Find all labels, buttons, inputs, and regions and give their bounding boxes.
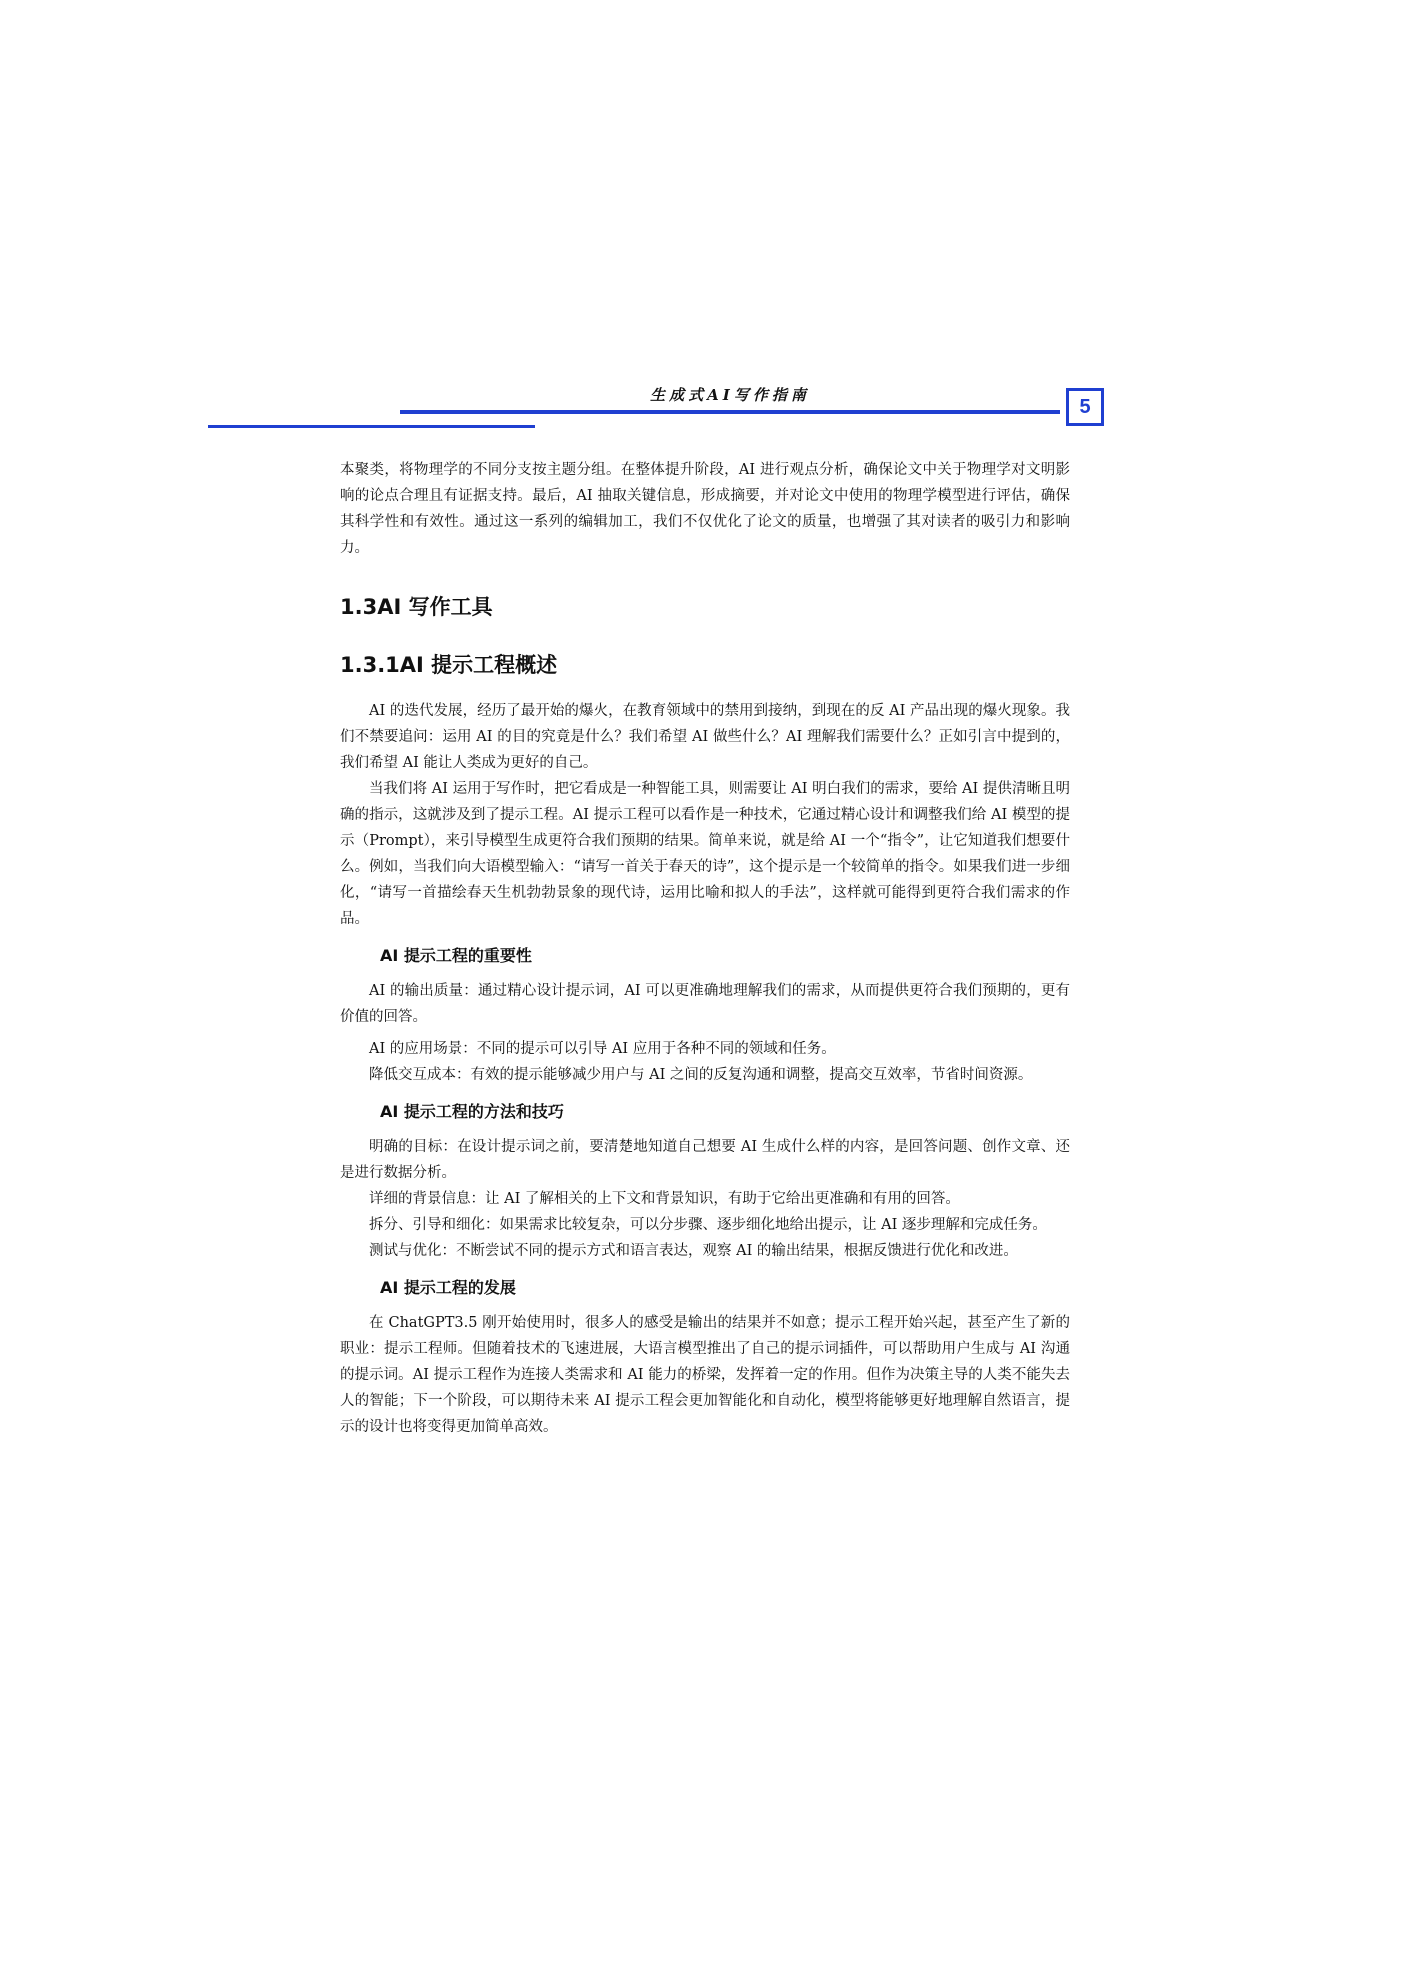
header-rule-bottom [208, 425, 535, 428]
header-rule-top [400, 410, 1060, 414]
paragraph: 当我们将 AI 运用于写作时，把它看成是一种智能工具，则需要让 AI 明白我们的需求，要给 AI 提供清晰且明确的指示，这就涉及到了提示工程。AI 提示工程可以看作是一种技术，它通过精心设计和调整我们给 AI 模型的提示（Prompt），来引导模型生成更符合我们预期的结果。简单来说，就是给 AI 一个“指令”，让它知道我们想要什么。例如，当我们向大语模型输入：“请写一首关于春天的诗”，这个提示是一个较简单的指令。如果我们进一步细化，“请写一首描绘春天生机勃勃景象的现代诗，运用比喻和拟人的手法”，这样就可能得到更符合我们需求的作品。 [340, 781, 1070, 927]
page-number-box [1066, 388, 1104, 426]
subsection-heading: 1.3.1AI 提示工程概述 [340, 653, 558, 677]
topic-heading-development: AI 提示工程的发展 [380, 1278, 516, 1297]
paragraph: 测试与优化：不断尝试不同的提示方式和语言表达，观察 AI 的输出结果，根据反馈进行优化和改进。 [369, 1243, 1018, 1259]
paragraph: 明确的目标：在设计提示词之前，要清楚地知道自己想要 AI 生成什么样的内容，是回答问题、创作文章、还是进行数据分析。 [340, 1139, 1070, 1181]
running-title: 生成式AI写作指南 [650, 386, 810, 404]
topic-heading-methods: AI 提示工程的方法和技巧 [380, 1102, 564, 1121]
paragraph: 本聚类，将物理学的不同分支按主题分组。在整体提升阶段，AI 进行观点分析，确保论文中关于物理学对文明影响的论点合理且有证据支持。最后，AI 抽取关键信息，形成摘要，并对论文中使用的物理学模型进行评估，确保其科学性和有效性。通过这一系列的编辑加工，我们不仅优化了论文的质量，也增强了其对读者的吸引力和影响力。 [340, 462, 1070, 556]
topic-heading-importance: AI 提示工程的重要性 [380, 946, 532, 965]
paragraph: AI 的输出质量：通过精心设计提示词，AI 可以更准确地理解我们的需求，从而提供更符合我们预期的，更有价值的回答。 [340, 983, 1070, 1025]
paragraph: 详细的背景信息：让 AI 了解相关的上下文和背景知识，有助于它给出更准确和有用的回答。 [369, 1191, 960, 1207]
paragraph: 降低交互成本：有效的提示能够减少用户与 AI 之间的反复沟通和调整，提高交互效率，节省时间资源。 [369, 1067, 1033, 1083]
paragraph: AI 的迭代发展，经历了最开始的爆火，在教育领域中的禁用到接纳，到现在的反 AI 产品出现的爆火现象。我们不禁要追问：运用 AI 的目的究竟是什么？我们希望 AI 做些什么？AI 理解我们需要什么？正如引言中提到的，我们希望 AI 能让人类成为更好的自己。 [340, 703, 1070, 771]
page-number: 5 [1079, 395, 1091, 418]
section-heading: 1.3AI 写作工具 [340, 595, 493, 619]
paragraph: 在 ChatGPT3.5 刚开始使用时，很多人的感受是输出的结果并不如意；提示工程开始兴起，甚至产生了新的职业：提示工程师。但随着技术的飞速进展，大语言模型推出了自己的提示词插件，可以帮助用户生成与 AI 沟通的提示词。AI 提示工程作为连接人类需求和 AI 能力的桥梁，发挥着一定的作用。但作为决策主导的人类不能失去人的智能；下一个阶段，可以期待未来 AI 提示工程会更加智能化和自动化，模型将能够更好地理解自然语言，提示的设计也将变得更加简单高效。 [340, 1315, 1070, 1435]
paragraph: 拆分、引导和细化：如果需求比较复杂，可以分步骤、逐步细化地给出提示，让 AI 逐步理解和完成任务。 [369, 1217, 1047, 1233]
page-body [340, 457, 1070, 1440]
paragraph: AI 的应用场景：不同的提示可以引导 AI 应用于各种不同的领域和任务。 [369, 1041, 836, 1057]
